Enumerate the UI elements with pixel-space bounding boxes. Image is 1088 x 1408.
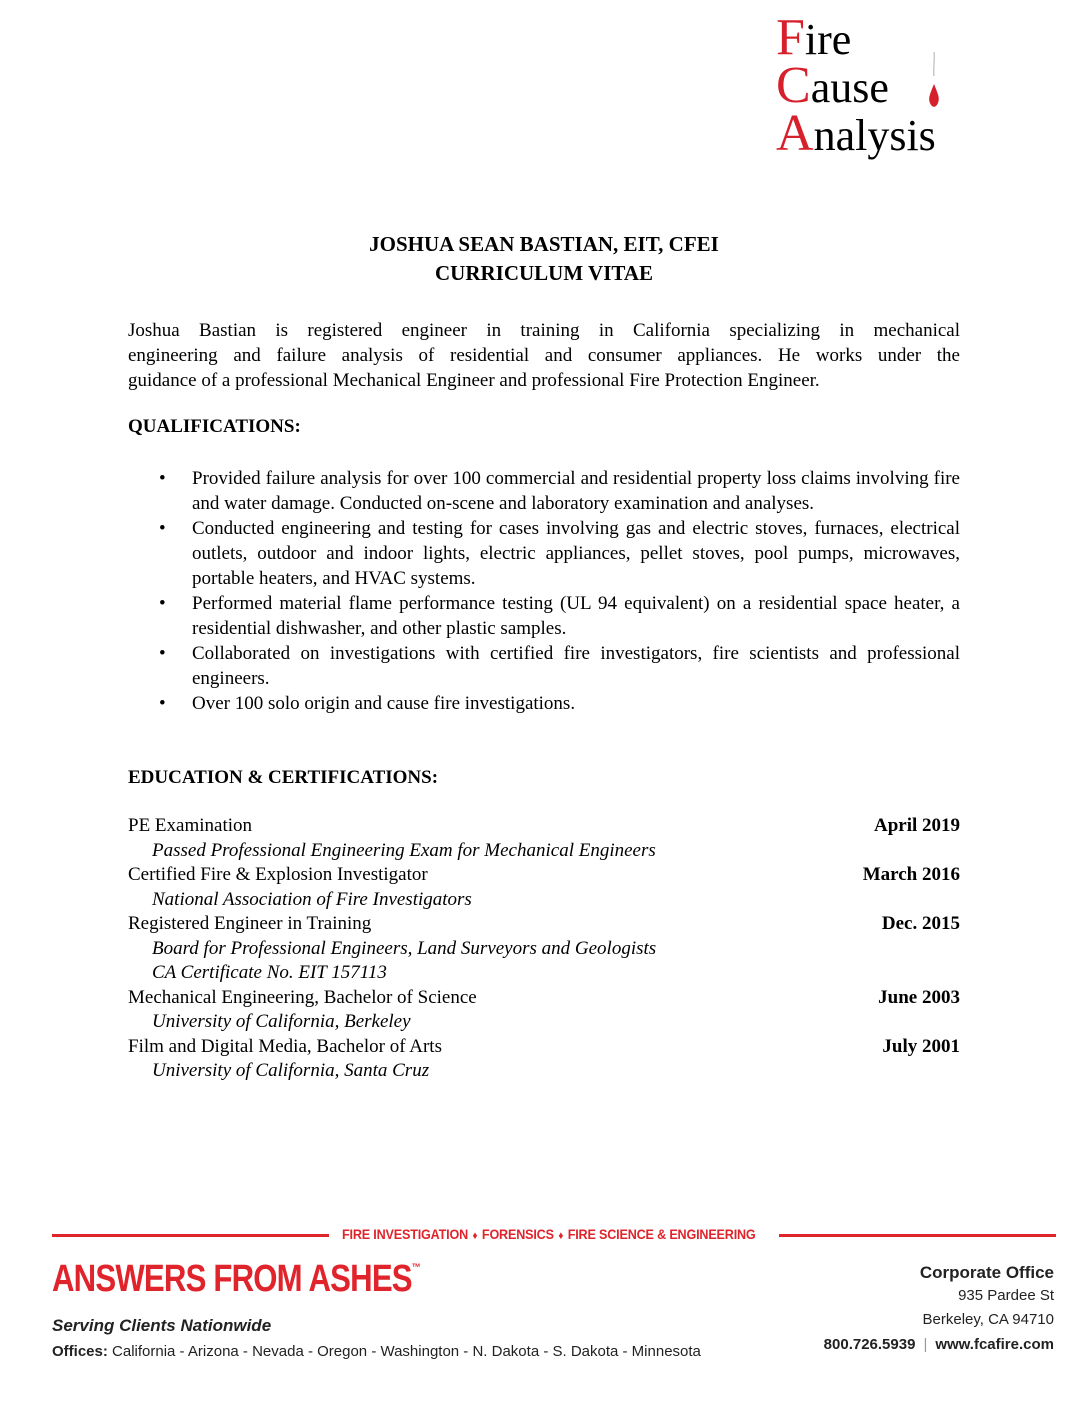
education-detail: National Association of Fire Investigators xyxy=(152,888,472,910)
education-detail: Passed Professional Engineering Exam for Mechanical Engineers xyxy=(152,839,656,861)
qualifications-list xyxy=(128,466,960,716)
intro-line: guidance of a professional Mechanical Engineer and professional Fire Protection Engineer. xyxy=(128,370,820,391)
education-heading: EDUCATION & CERTIFICATIONS: xyxy=(128,767,439,788)
list-item: • Collaborated on investigations with certified fire investigators, fire scientists and professional engineers. xyxy=(159,643,960,689)
bullet-icon: • xyxy=(159,643,166,664)
logo-line-fire: Fire xyxy=(776,9,852,66)
education-entry xyxy=(128,986,960,1011)
footer-divider-left xyxy=(52,1234,329,1237)
corporate-office-title: Corporate Office xyxy=(919,1263,1054,1282)
education-date: Dec. 2015 xyxy=(881,913,960,934)
bullet-icon: • xyxy=(159,693,166,714)
document-title xyxy=(0,230,1088,288)
intro-paragraph xyxy=(128,318,960,393)
education-date: June 2003 xyxy=(878,986,960,1008)
bullet-icon: • xyxy=(159,468,166,489)
title-cv: CURRICULUM VITAE xyxy=(435,261,653,285)
education-entry xyxy=(128,912,960,937)
serving-text: Serving Clients Nationwide xyxy=(52,1316,272,1335)
education-entry xyxy=(128,814,960,839)
logo-line-cause: Cause xyxy=(776,57,889,114)
offices-list: Offices: California - Arizona - Nevada - Oregon - Washington - N. Dakota - S. Dakota - Minnesota xyxy=(52,1343,701,1360)
title-name: JOSHUA SEAN BASTIAN, EIT, CFEI xyxy=(369,232,719,256)
education-entry xyxy=(128,863,960,888)
education-date: April 2019 xyxy=(873,815,960,836)
trademark-mark: ™ xyxy=(411,1262,420,1274)
phone-number: 800.726.5939 xyxy=(823,1336,916,1353)
education-detail: Board for Professional Engineers, Land Surveyors and Geologists xyxy=(152,937,657,959)
flame-drop-icon xyxy=(924,50,944,110)
footer-divider-right xyxy=(779,1234,1056,1237)
list-item: • Conducted engineering and testing for cases involving gas and electric stoves, furnaces, electrical outlets, outdoor and indoor lights, electric appliances, pellet stoves, pool pumps, microwaves, portable heaters, and HVAC systems. xyxy=(159,518,960,589)
education-title: Certified Fire & Explosion Investigator xyxy=(128,864,428,885)
list-item: • Provided failure analysis for over 100 commercial and residential property loss claims involving fire and water damage. Conducted on-scene and laboratory examination and analyses. xyxy=(159,468,960,514)
education-detail: University of California, Berkeley xyxy=(152,1011,411,1032)
education-detail: CA Certificate No. EIT 157113 xyxy=(152,962,387,983)
intro-line: engineering and failure analysis of residential and consumer appliances. He works under the xyxy=(128,345,960,366)
corporate-office xyxy=(824,1262,1054,1358)
flame-icon: ♦ xyxy=(472,1230,478,1242)
flame-icon: ♦ xyxy=(558,1230,564,1242)
logo-line-analysis: Analysis xyxy=(776,105,936,162)
address-line: 935 Pardee St xyxy=(958,1287,1054,1304)
website-link[interactable]: www.fcafire.com xyxy=(935,1336,1054,1353)
company-logo xyxy=(776,9,966,166)
education-date: March 2016 xyxy=(862,864,960,885)
separator: | xyxy=(923,1336,928,1353)
education-title: Film and Digital Media, Bachelor of Arts xyxy=(128,1035,442,1057)
list-item: • Performed material flame performance testing (UL 94 equivalent) on a residential space heater, a residential dishwasher, and other plastic samples. xyxy=(159,593,960,639)
footer-tagline: FIRE INVESTIGATION ♦ FORENSICS ♦ FIRE SCIENCE & ENGINEERING xyxy=(342,1226,756,1242)
bullet-icon: • xyxy=(159,593,166,614)
list-item: • Over 100 solo origin and cause fire investigations. xyxy=(159,693,576,714)
education-title: Registered Engineer in Training xyxy=(128,913,372,934)
education-date: July 2001 xyxy=(882,1035,960,1057)
intro-line: Joshua Bastian is registered engineer in training in California specializing in mechanical xyxy=(128,320,960,341)
education-title: Mechanical Engineering, Bachelor of Science xyxy=(128,986,477,1008)
contact-line xyxy=(824,1332,1054,1358)
education-entry xyxy=(128,1035,960,1060)
education-detail: University of California, Santa Cruz xyxy=(152,1060,430,1081)
education-title: PE Examination xyxy=(128,815,253,836)
bullet-icon: • xyxy=(159,518,166,539)
qualifications-heading: QUALIFICATIONS: xyxy=(128,416,301,437)
education-list xyxy=(128,814,960,1084)
address-line: Berkeley, CA 94710 xyxy=(922,1311,1054,1328)
brand-name: ANSWERS FROM ASHES™ xyxy=(52,1258,420,1300)
